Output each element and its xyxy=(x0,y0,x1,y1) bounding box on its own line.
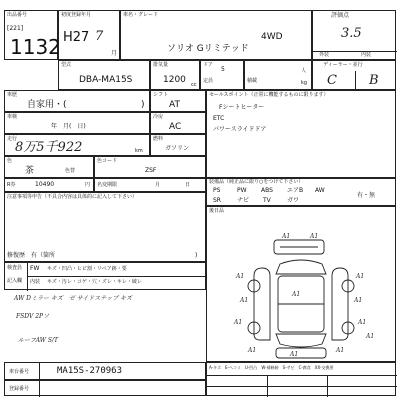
damage-mark: A1 xyxy=(240,297,249,304)
fw-items: キズ・凹凸・ヒビ割・リペア跡・要 xyxy=(47,266,127,272)
notes-cell xyxy=(4,192,206,262)
windshield xyxy=(276,260,326,274)
damage-mark: A1 xyxy=(354,297,363,304)
model-label: 車名・グレード xyxy=(123,12,159,18)
ac-label: 冷房 xyxy=(153,114,164,120)
nameplate-month: 月 xyxy=(155,182,161,188)
nameplate-cell xyxy=(94,178,206,192)
damage-mark: A1 xyxy=(290,351,299,358)
damage-mark: A1 xyxy=(282,233,291,240)
chassis-number-cell xyxy=(4,362,206,380)
chassis-type: DBA-MA15S xyxy=(79,75,133,85)
first-reg-label: 初度登録年月 xyxy=(61,12,92,18)
equipment-sr: SR xyxy=(213,197,221,204)
color-code: ZSF xyxy=(145,167,157,174)
ac-cell xyxy=(150,112,206,134)
damage-legend: A-キズ E-ヘコミ U-凹凸 W-補修跡 S-サビ C-腐食 XX-交換要 xyxy=(209,365,334,370)
entry-label: 記入欄 xyxy=(7,278,23,284)
equipment-navi: ナビ xyxy=(237,197,250,204)
recycle-amount: 10490 xyxy=(35,181,55,188)
registration-label: 登録番号 xyxy=(9,386,30,392)
handwritten-line: AW Dミラー キズ ゼ サイドステップ キズ xyxy=(14,295,132,302)
lot-number-cell xyxy=(4,10,61,60)
interior-head: 内装 xyxy=(30,279,41,285)
damage-mark: A1 xyxy=(336,347,345,354)
interior-items: キズ・汚レ・コゲ・穴・ズレ・キレ・破レ xyxy=(47,279,142,285)
era-year: H27 xyxy=(63,30,90,45)
fuel-cell xyxy=(150,134,206,156)
color-code-label: 色コード xyxy=(97,158,118,164)
lot-label: 出品番号 xyxy=(7,12,28,18)
legend-cell xyxy=(206,362,396,396)
rear-window xyxy=(276,334,326,347)
interior-grade: C xyxy=(327,73,337,88)
fw-head: FW xyxy=(30,265,40,272)
exterior-label: 外装 xyxy=(319,52,330,58)
damage-mark: A1 xyxy=(236,273,245,280)
shift-cell xyxy=(150,90,206,112)
sales-point-item: ETC xyxy=(213,115,225,122)
lot-number: 1132 xyxy=(10,35,61,59)
repair-label: 修復歴 有（箇所 xyxy=(7,252,56,259)
displacement-cell xyxy=(150,60,200,90)
fuel-value: ガソリン xyxy=(165,145,190,152)
use-cell xyxy=(4,90,150,112)
displacement-unit: cc xyxy=(191,82,197,88)
equipment-pw: PW xyxy=(237,187,247,194)
damage-mark: A1 xyxy=(310,233,319,240)
mileage-unit: km xyxy=(135,148,143,154)
chassis-type-cell xyxy=(58,60,150,90)
registration-cell xyxy=(4,380,206,396)
model-cell xyxy=(120,10,312,60)
damage-mark: A1 xyxy=(356,273,365,280)
loading-cell xyxy=(244,60,312,90)
sales-points-title: セールスポイント（正常に機能するものに限ります） xyxy=(209,92,329,98)
doors-label: ドア xyxy=(203,62,213,68)
interior-label: 内装 xyxy=(361,52,372,58)
sales-points-cell xyxy=(206,90,396,178)
capacity-label: 定員 xyxy=(203,78,214,84)
dealer-label: ディーラー・並行 xyxy=(323,62,363,68)
loading-unit: kg xyxy=(301,80,308,86)
shift-value: AT xyxy=(169,100,180,110)
score-label: 評価点 xyxy=(331,12,350,19)
persons-unit: 人 xyxy=(301,68,307,74)
sales-point-item: パワースライドドア xyxy=(213,126,267,133)
repair-close: ) xyxy=(195,252,198,259)
month-unit: 月 xyxy=(111,50,118,57)
recycle-label: R券 xyxy=(7,182,16,188)
equipment-aw: AW xyxy=(315,187,325,194)
type-label: 型式 xyxy=(61,62,72,68)
equipment-ps: PS xyxy=(213,187,221,194)
mileage-cell xyxy=(4,134,150,156)
equipment-gawa: ガワ xyxy=(287,197,300,204)
equipment-cell xyxy=(206,178,396,206)
model-name: ソリオ Gリミテッド xyxy=(167,44,249,54)
doors-value: 5 xyxy=(221,66,225,73)
doors-cell xyxy=(200,60,244,90)
right-side-outline xyxy=(332,268,348,340)
check-rows xyxy=(4,262,206,290)
color-swap-label: 色替 xyxy=(65,168,76,174)
use-close: ) xyxy=(141,100,145,110)
exterior-grade: B xyxy=(369,73,379,88)
color-cell xyxy=(4,156,94,178)
mileage-label: 走行 xyxy=(7,136,18,142)
shift-label: シフト xyxy=(153,92,169,98)
equipment-tv: TV xyxy=(263,197,271,204)
equipment-title: 装備品（純正品に限り○をつけて下さい） xyxy=(209,179,304,185)
score-value: 3.5 xyxy=(341,26,362,41)
sales-point-item: Fシートヒーター xyxy=(219,104,265,111)
inspection-value: 年 月( 日) xyxy=(51,123,86,130)
inspection-cell xyxy=(4,112,150,134)
first-registration-cell xyxy=(58,10,120,60)
notes-label: 注意事項等申告（不具合内容は具体的に記入して下さい） xyxy=(7,194,138,200)
lane-label: 後日品 xyxy=(209,208,225,214)
recycle-cell xyxy=(4,178,94,192)
registration-month: 7 xyxy=(95,29,104,44)
chassis-label: 車台番号 xyxy=(9,369,30,375)
damage-mark: A1 xyxy=(248,347,257,354)
car-diagram xyxy=(206,206,396,362)
nameplate-day: 日 xyxy=(185,182,191,188)
nameplate-label: 名変期限 xyxy=(97,182,118,188)
rear-view-outline xyxy=(276,348,326,358)
drive-type: 4WD xyxy=(261,32,283,42)
lot-code: [221] xyxy=(7,25,24,32)
handwritten-line: ルーフAW S/T xyxy=(18,337,58,344)
score-cell xyxy=(312,10,396,60)
grade-cell xyxy=(312,60,396,90)
ac-value: AC xyxy=(169,122,182,132)
handwritten-line: FSDV 2Pソ xyxy=(16,313,50,320)
chassis-number: MA15S-270963 xyxy=(57,366,123,376)
color-code-cell xyxy=(94,156,206,178)
inspector-label: 検査員 xyxy=(7,265,23,271)
damage-mark: A1 xyxy=(234,319,243,326)
color-value: 茶 xyxy=(25,166,35,176)
equipment-airbag: エアB xyxy=(287,187,304,194)
damage-mark: A1 xyxy=(366,333,375,340)
equipment-abs: ABS xyxy=(261,187,273,194)
use-value: 自家用・( xyxy=(27,100,67,110)
fuel-label: 燃料 xyxy=(153,136,164,142)
mileage-value: 8万5千922 xyxy=(15,140,83,155)
use-label: 車歴 xyxy=(7,92,18,98)
recycle-unit: 円 xyxy=(85,182,91,188)
damage-mark: A1 xyxy=(358,319,367,326)
displacement-label: 排気量 xyxy=(153,62,169,68)
left-side-outline xyxy=(254,268,270,340)
damage-mark: A1 xyxy=(292,291,301,298)
inspection-label: 車検 xyxy=(7,114,18,120)
handwritten-notes xyxy=(4,290,206,362)
color-label: 色 xyxy=(7,158,13,164)
equipment-presence: 有・無 xyxy=(357,192,376,199)
displacement: 1200 xyxy=(163,75,186,85)
loading-label: 積載 xyxy=(247,78,258,84)
